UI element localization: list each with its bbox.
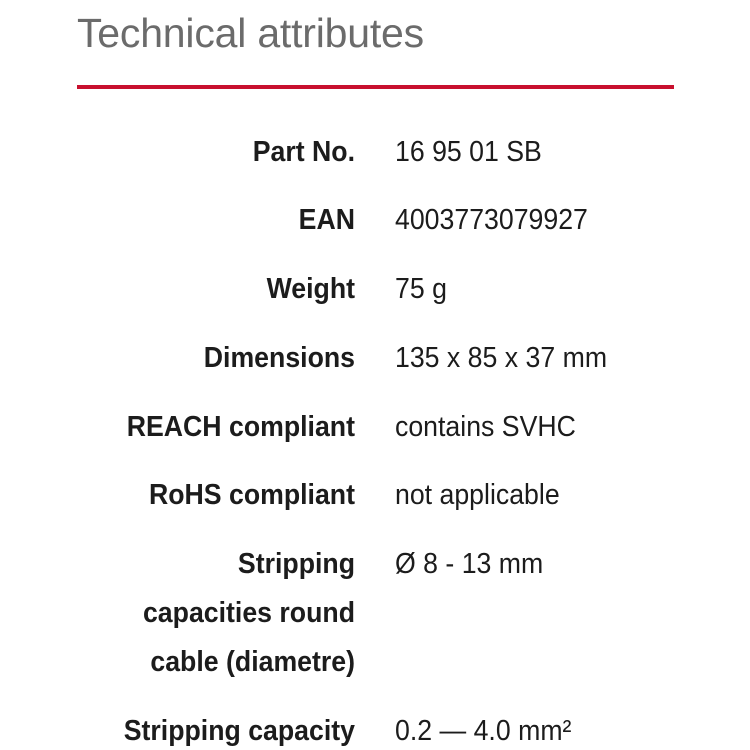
attr-value-ean: 4003773079927 — [395, 204, 588, 236]
attr-value-part-no: 16 95 01 SB — [395, 136, 542, 168]
attr-value-stripping-round-cable: Ø 8 - 13 mm — [395, 548, 544, 580]
attr-value-rohs: not applicable — [395, 479, 560, 511]
attr-value-weight: 75 g — [395, 273, 447, 305]
section-title: Technical attributes — [77, 10, 424, 56]
attr-value-dimensions: 135 x 85 x 37 mm — [395, 342, 608, 374]
attr-value-stripping-capacity: 0.2 — 4.0 mm² — [395, 715, 572, 747]
attr-label-weight: Weight — [266, 273, 355, 305]
attr-label-line: cable (diametre) — [150, 646, 355, 678]
attr-label-stripping-capacity: Stripping capacity — [123, 715, 355, 747]
attr-label-dimensions: Dimensions — [203, 342, 355, 374]
attr-label-part-no: Part No. — [252, 136, 355, 168]
title-divider — [77, 85, 674, 89]
attr-label-line: Stripping — [237, 548, 355, 580]
attr-label-stripping-round-cable — [79, 540, 355, 687]
attr-label-rohs: RoHS compliant — [148, 479, 355, 511]
attr-label-ean: EAN — [298, 204, 355, 236]
attr-value-reach: contains SVHC — [395, 411, 576, 443]
attr-label-line: capacities round — [142, 597, 355, 629]
attr-label-reach: REACH compliant — [126, 411, 355, 443]
